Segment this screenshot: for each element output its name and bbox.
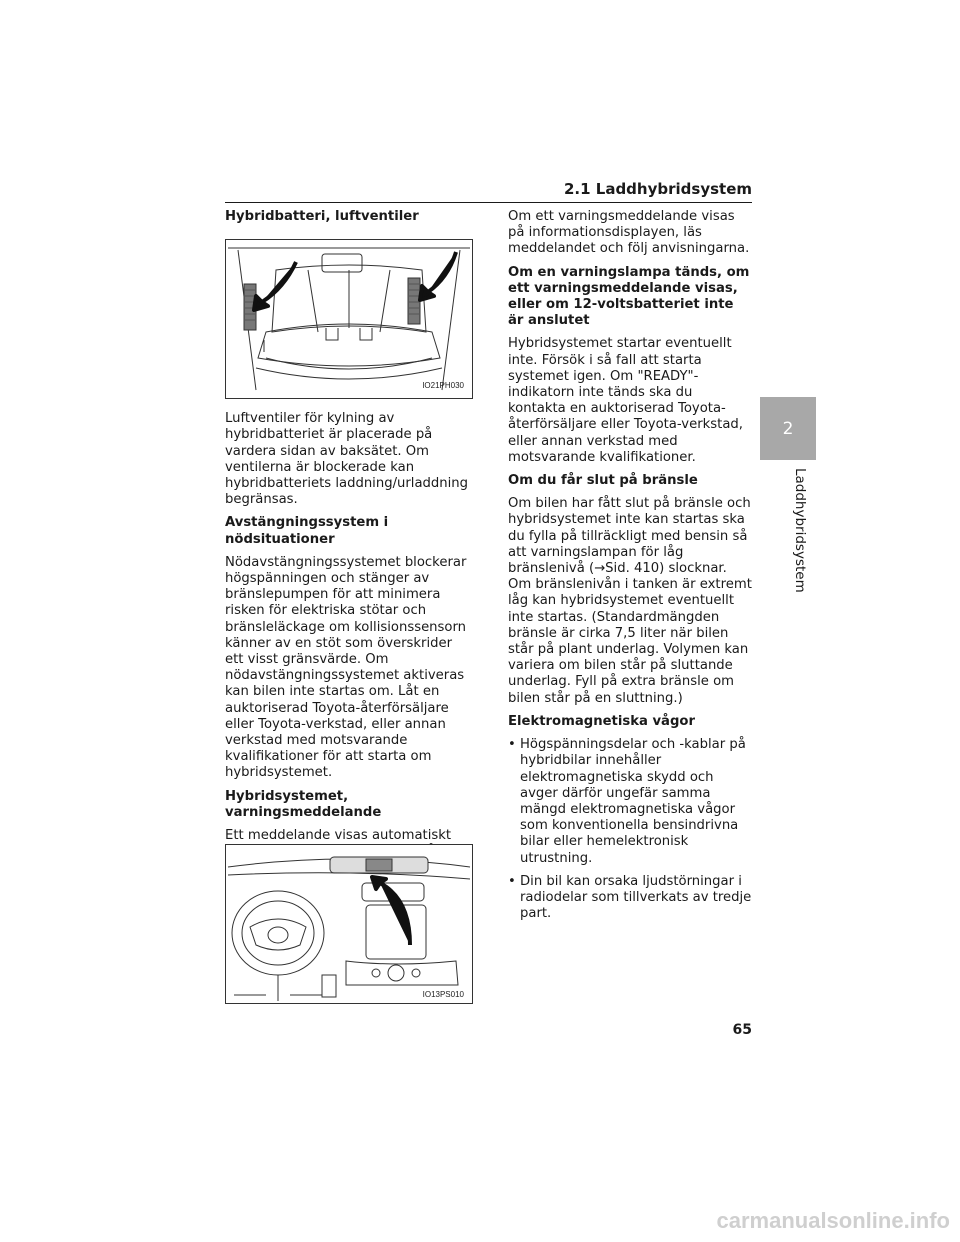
- heading-hybrid-warning: Hybridsystemet, varningsmeddelande: [225, 788, 382, 820]
- page-number: 65: [732, 1022, 752, 1038]
- right-column: [508, 209, 752, 929]
- heading-out-of-fuel: Om du får slut på bränsle: [508, 473, 698, 489]
- left-column: [225, 209, 473, 900]
- heading-warning-lamp: Om en varningslampa tänds, om ett varningsmeddelande visas, eller om 12-voltsbatteriet inte är anslutet: [508, 264, 750, 329]
- paragraph-battery-vents: Luftventiler för kylning av hybridbatteriet är placerade på vardera sidan av baksätet. Om ventilerna är blockerade kan hybridbatteriets laddning/urladdning begränsas.: [225, 411, 469, 508]
- figure-code: IO21PH030: [422, 381, 464, 390]
- header-rule: [225, 202, 752, 203]
- paragraph-warning-message: Om ett varningsmeddelande visas på informationsdisplayen, läs meddelandet och följ anvisningarna.: [508, 209, 750, 257]
- paragraph-hybrid-warning: Ett meddelande visas automatiskt: [225, 828, 452, 844]
- bullet-list: [508, 737, 752, 922]
- chapter-tab: [760, 397, 816, 460]
- chapter-number: 2: [782, 418, 794, 439]
- list-item: • Högspänningsdelar och -kablar på hybridbilar innehåller elektromagnetiska skydd och avger därför ungefär samma mängd elektromagnetiska vågor som konventionella bensindrivna bilar eller hemelektronisk utrustning.: [508, 737, 752, 867]
- paragraph-warning-lamp: Hybridsystemet startar eventuellt inte. Försök i så fall att starta systemet igen. Om "READY"-indikatorn inte tänds ska du kontakta en auktoriserad Toyota-återförsäljare eller Toyota-verkstad, eller annan verkstad med motsvarande kvalifikationer.: [508, 336, 743, 465]
- heading-emergency-shutoff: Avstängningssystem i nödsituationer: [225, 515, 389, 547]
- paragraph-out-of-fuel: Om bilen har fått slut på bränsle och hybridsystemet inte kan startas ska du fylla på tillräckligt med bensin så att varningslampan för låg bränslenivå (→Sid. 410) slocknar. Om bränslenivån i tanken är extremt låg kan hybridsystemet eventuellt inte startas. (Standardmängden bränsle är cirka 7,5 liter när bilen står på plant underlag. Volymen kan variera om bilen står på sluttande underlag. Fyll på extra bränsle om bilen står på en sluttning.): [508, 496, 752, 706]
- watermark: carmanualsonline.info: [716, 1208, 950, 1233]
- figure-rear-seat-vents: [225, 239, 473, 399]
- paragraph-emergency-shutoff: Nödavstängningssystemet blockerar högspänningen och stänger av bränslepumpen för att minimera risken för elektriska stötar och bränsleläckage om kollisionssensorn känner av en stöt som överskrider ett visst gränsvärde. Om nödavstängningssystemet aktiveras kan bilen inte startas om. Låt en auktoriserad Toyota-återförsäljare eller Toyota-verkstad, eller annan verkstad med motsvarande kvalifikationer för att starta om hybridsystemet.: [225, 554, 467, 781]
- heading-battery-vents: Hybridbatteri, luftventiler: [225, 209, 419, 224]
- chapter-label: Laddhybridsystem: [792, 468, 808, 593]
- heading-electromagnetic-waves: Elektromagnetiska vågor: [508, 713, 695, 729]
- section-header: 2.1 Laddhybridsystem: [563, 180, 752, 198]
- figure-code: IO13PS010: [422, 990, 464, 999]
- dashboard-illustration: [226, 845, 472, 1003]
- figure-dashboard-display: [225, 844, 473, 1004]
- rear-seat-illustration: [226, 240, 472, 398]
- list-item: • Din bil kan orsaka ljudstörningar i radiodelar som tillverkats av tredje part.: [508, 874, 752, 923]
